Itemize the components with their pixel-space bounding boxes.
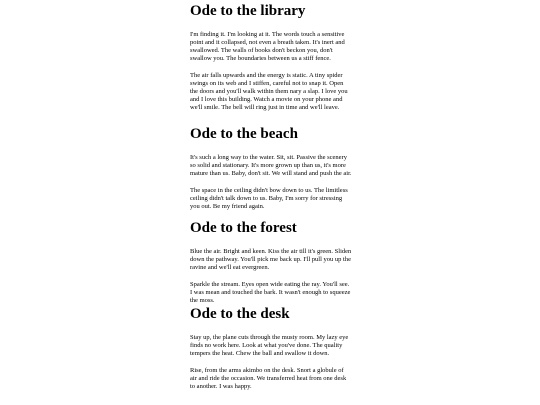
ode-title: Ode to the forest — [190, 220, 297, 236]
ode-paragraph: The air falls upwards and the energy is static. A tiny spider swings on its web and I stiffen, careful not to snap it. Open the doors and you'll walk within them nary a slap. I love you and I love this building. Watch a movie on your phone and we'll smile. The bell will ring just in time and we'll leave. — [190, 72, 348, 111]
ode-title: Ode to the desk — [190, 306, 290, 322]
ode-paragraph: It's such a long way to the water. Sit, sit. Passive the scenery so solid and stationary. It's more grown up than us, it's more mature than us. Baby, don't sit. We will stand and push the air. — [190, 154, 352, 177]
ode-section-library — [190, 3, 352, 112]
ode-section-beach — [190, 126, 352, 211]
ode-paragraph: Rise, from the arms akimbo on the desk. Snort a globule of air and ride the occasion. We transferred heat from one desk to another. I was happy. — [190, 367, 347, 390]
ode-paragraph: Stay up, the plane cuts through the musty room. My lazy eye finds no work here. Look at what you've done. The quality tempers the heat. Chew the ball and swallow it down. — [190, 334, 349, 357]
ode-paragraph: Blue the air. Bright and keen. Kiss the air till it's green. Sliden down the pathway. You'll pick me back up. I'll pull you up the ravine and we'll eat evergreen. — [190, 248, 352, 271]
ode-section-desk — [190, 306, 352, 391]
ode-paragraph: The space in the ceiling didn't bow down to us. The limitless ceiling didn't talk down to us. Baby, I'm sorry for stressing you out. Be my friend again. — [190, 187, 348, 210]
ode-section-forest — [190, 220, 352, 305]
ode-title: Ode to the beach — [190, 126, 298, 142]
ode-paragraph: Sparkle the stream. Eyes open wide eating the ray. You'll see. I was mean and touched the bark. It wasn't enough to squeeze the moss. — [190, 281, 351, 304]
ode-paragraph: I'm finding it. I'm looking at it. The words touch a sensitive point and it collapsed, not even a breath taken. It's inert and swallowed. The walls of books don't beckon you, don't swallow you. The boundaries between us a stiff fence. — [190, 31, 345, 62]
ode-title: Ode to the library — [190, 3, 306, 19]
